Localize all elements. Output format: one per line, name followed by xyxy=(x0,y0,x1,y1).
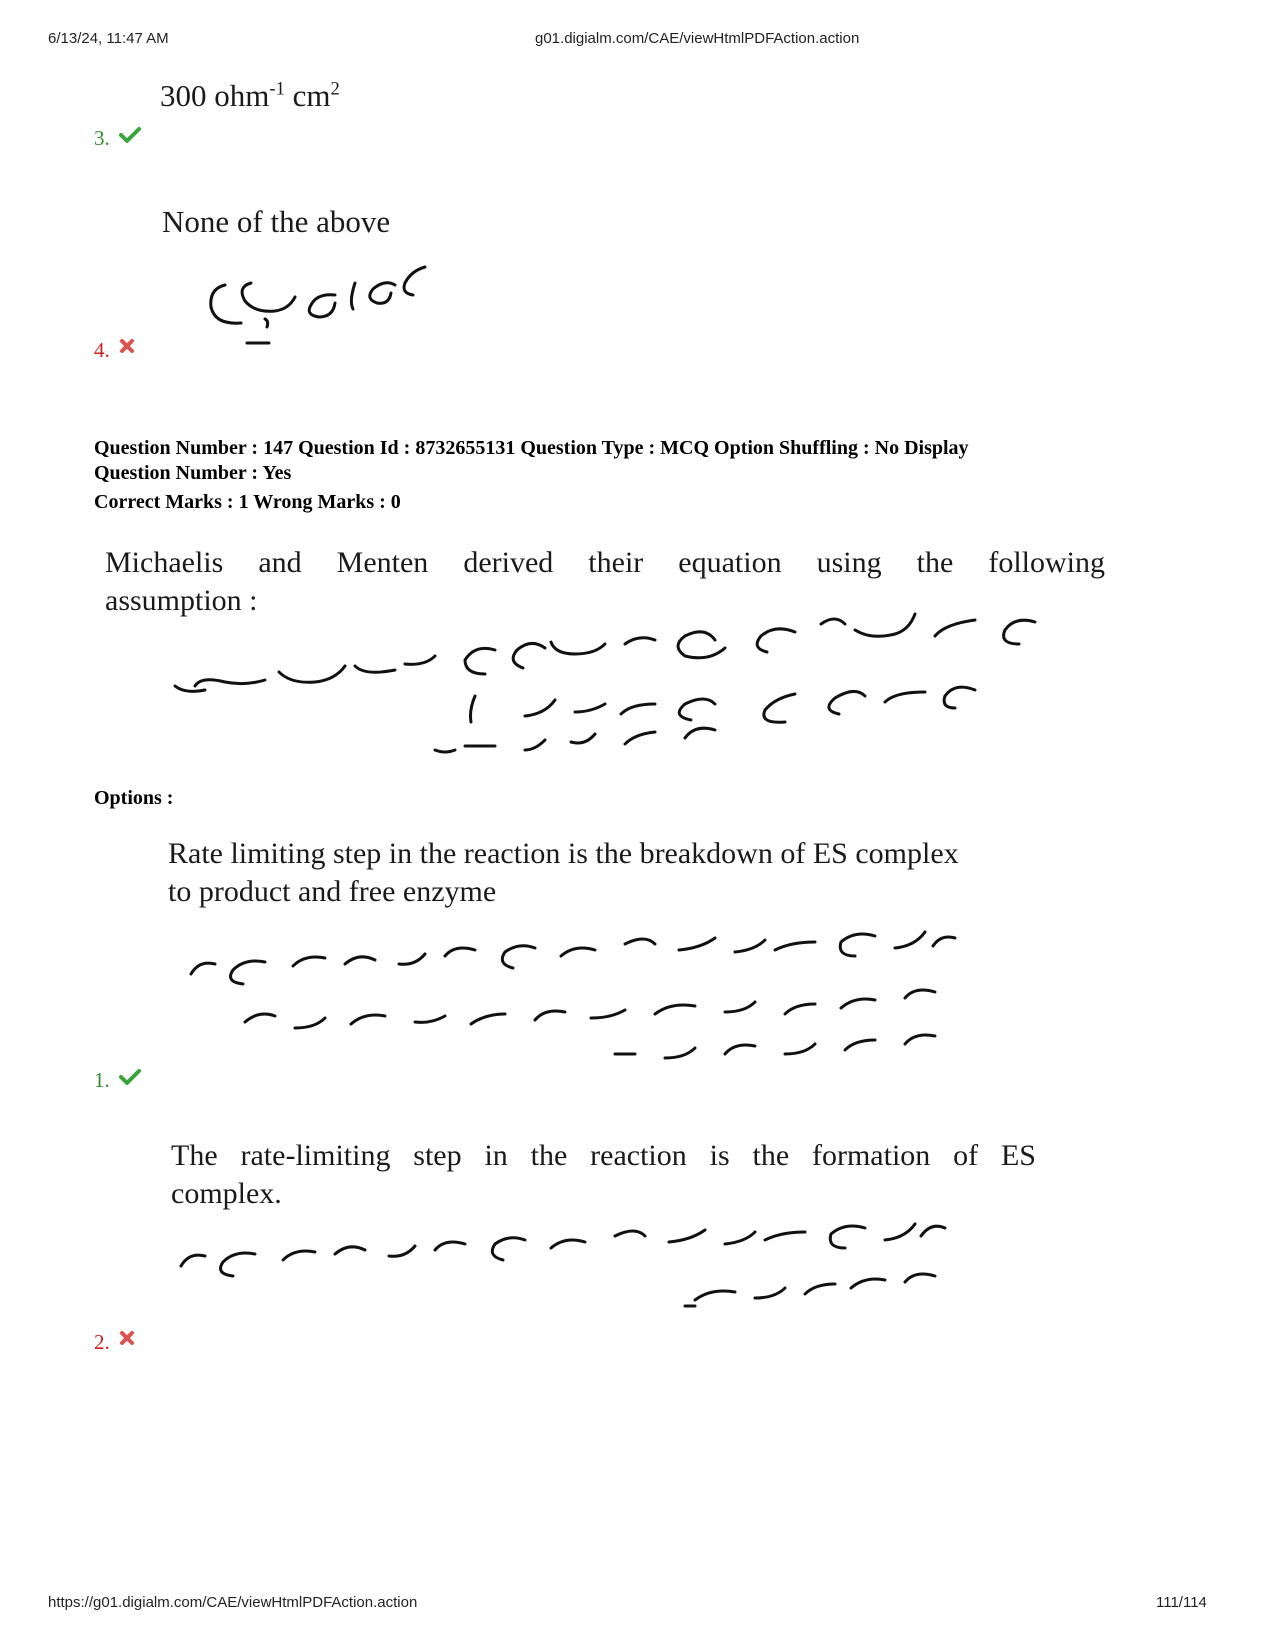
urdu-handwriting-image xyxy=(185,255,445,350)
cross-icon xyxy=(119,338,135,354)
option-1-text xyxy=(168,835,959,911)
urdu-handwriting-image xyxy=(155,1210,965,1320)
option-4-number: 4. xyxy=(94,338,135,363)
option-2-number: 2. xyxy=(94,1330,135,1355)
question-text-line2: assumption : xyxy=(105,584,258,617)
question-meta-line2: Question Number : Yes xyxy=(94,462,292,484)
option-2-text xyxy=(171,1137,1036,1213)
question-marks: Correct Marks : 1 Wrong Marks : 0 xyxy=(94,491,401,513)
question-meta-line1: Question Number : 147 Question Id : 8732655131 Question Type : MCQ Option Shuffling : No Display xyxy=(94,437,969,459)
option-1-line1: Rate limiting step in the reaction is the breakdown of ES complex xyxy=(168,837,959,870)
option-1-number: 1. xyxy=(94,1068,141,1093)
option-1-line2: to product and free enzyme xyxy=(168,875,497,908)
footer-url: https://g01.digialm.com/CAE/viewHtmlPDFAction.action xyxy=(48,1594,418,1611)
option-2-line1: The rate-limiting step in the reaction is the formation of ES xyxy=(171,1139,1036,1172)
option-2-line2: complex. xyxy=(171,1177,282,1210)
options-label: Options : xyxy=(94,787,174,809)
urdu-handwriting-image xyxy=(155,600,1075,760)
page-number: 111/114 xyxy=(1156,1594,1207,1611)
print-url: g01.digialm.com/CAE/viewHtmlPDFAction.action xyxy=(535,30,860,47)
option-4-text: None of the above xyxy=(162,204,391,239)
check-icon xyxy=(119,1068,141,1086)
cross-icon xyxy=(119,1330,135,1346)
check-icon xyxy=(119,126,141,144)
question-text-line1: Michaelis and Menten derived their equation using the following xyxy=(105,546,1105,579)
option-3-text: 300 ohm$^{-1}$ $cm^2$ xyxy=(160,78,340,113)
print-datetime: 6/13/24, 11:47 AM xyxy=(48,30,169,47)
option-3-number: 3. xyxy=(94,126,141,151)
urdu-handwriting-image xyxy=(175,920,975,1070)
